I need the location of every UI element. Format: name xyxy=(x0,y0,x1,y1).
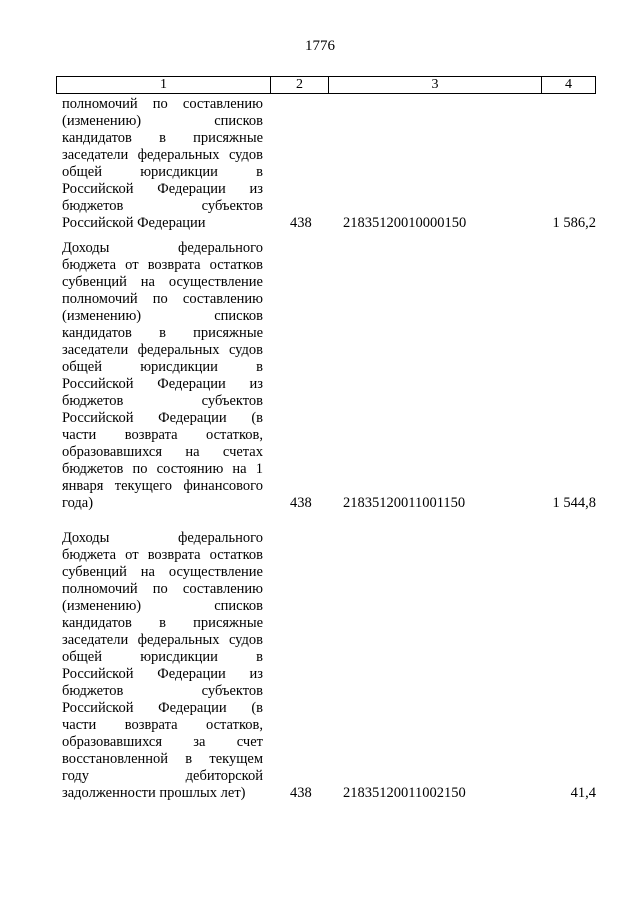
description-line: бюджетов субъектов xyxy=(62,393,263,409)
description-line: Российской Федерации xyxy=(62,215,206,231)
row-amount: 41,4 xyxy=(570,785,596,801)
description-line: кандидатов в присяжные xyxy=(62,130,263,146)
header-col-2: 2 xyxy=(271,77,329,93)
description-line: бюджета от возврата остатков xyxy=(62,547,263,563)
description-line: Российской Федерации из xyxy=(62,666,263,682)
row-amount: 1 544,8 xyxy=(552,495,596,511)
row-kbk: 21835120011002150 xyxy=(343,785,466,801)
description-line: заседатели федеральных судов xyxy=(62,342,263,358)
description-line: полномочий по составлению xyxy=(62,581,263,597)
description-line: Российской Федерации (в xyxy=(62,410,263,426)
row-kbk: 21835120010000150 xyxy=(343,215,467,231)
description-line: году дебиторской xyxy=(62,768,263,784)
description-line: заседатели федеральных судов xyxy=(62,147,263,163)
description-line: кандидатов в присяжные xyxy=(62,325,263,341)
row-description xyxy=(62,240,263,512)
description-line: Доходы федерального xyxy=(62,530,263,546)
header-col-1: 1 xyxy=(57,77,271,93)
description-line: общей юрисдикции в xyxy=(62,649,263,665)
description-line: (изменению) списков xyxy=(62,308,263,324)
description-line: общей юрисдикции в xyxy=(62,359,263,375)
description-line: бюджета от возврата остатков xyxy=(62,257,263,273)
description-line: части возврата остатков, xyxy=(62,427,263,443)
description-line: заседатели федеральных судов xyxy=(62,632,263,648)
row-code: 438 xyxy=(290,215,312,231)
description-line: бюджетов субъектов xyxy=(62,683,263,699)
header-col-4: 4 xyxy=(565,77,572,92)
description-line: полномочий по составлению xyxy=(62,96,263,112)
description-line: части возврата остатков, xyxy=(62,717,263,733)
description-line: общей юрисдикции в xyxy=(62,164,263,180)
description-line: кандидатов в присяжные xyxy=(62,615,263,631)
row-description xyxy=(62,530,263,802)
table-header xyxy=(56,76,596,94)
description-line: Доходы федерального xyxy=(62,240,263,256)
description-line: января текущего финансового xyxy=(62,478,263,494)
description-line: Российской Федерации (в xyxy=(62,700,263,716)
row-kbk: 21835120011001150 xyxy=(343,495,466,511)
header-col-3: 3 xyxy=(329,77,542,93)
description-line: Российской Федерации из xyxy=(62,376,263,392)
description-line: года) xyxy=(62,495,94,511)
description-line: бюджетов по состоянию на 1 xyxy=(62,461,263,477)
description-line: бюджетов субъектов xyxy=(62,198,263,214)
description-line: Российской Федерации из xyxy=(62,181,263,197)
description-line: (изменению) списков xyxy=(62,113,263,129)
description-line: субвенций на осуществление xyxy=(62,564,263,580)
page-number: 1776 xyxy=(305,38,335,54)
description-line: (изменению) списков xyxy=(62,598,263,614)
description-line: восстановленной в текущем xyxy=(62,751,263,767)
description-line: задолженности прошлых лет) xyxy=(62,785,246,801)
row-code: 438 xyxy=(290,495,312,511)
description-line: полномочий по составлению xyxy=(62,291,263,307)
row-amount: 1 586,2 xyxy=(552,215,596,231)
description-line: образовавшихся за счет xyxy=(62,734,263,750)
description-line: субвенций на осуществление xyxy=(62,274,263,290)
row-description xyxy=(62,96,263,232)
description-line: образовавшихся на счетах xyxy=(62,444,263,460)
row-code: 438 xyxy=(290,785,312,801)
